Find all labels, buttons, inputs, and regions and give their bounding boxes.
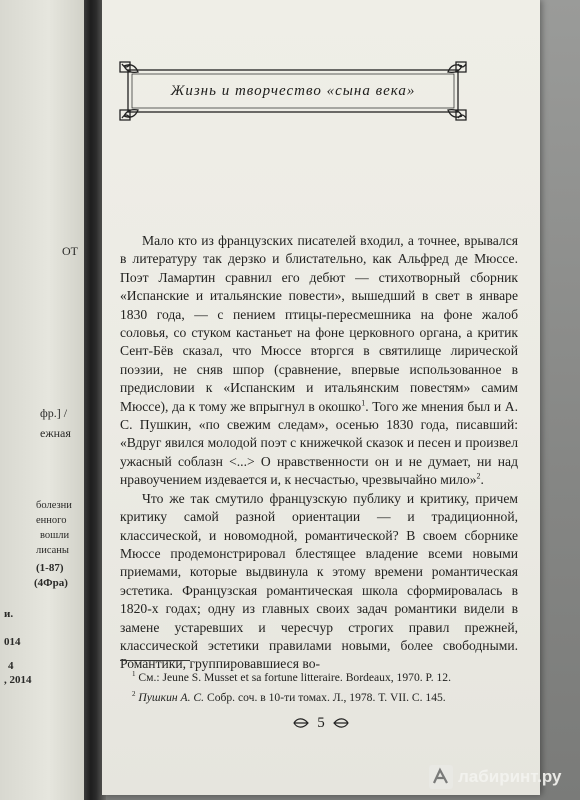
watermark: [428, 762, 578, 792]
left-page-fragment: ОТ: [62, 244, 78, 258]
left-page-fragment: болезни: [36, 500, 72, 511]
paragraph-text: Мало кто из французских писателей входил, а точнее, врывался в литературу так дерзко и блистательно, как Альфред де Мюссе. Поэт Ламартин сравнил его дебют — стихотворный сборник «Испанские и итальянские повести», вышедший в свет в январе 1830 года, — с пением птицы-пересмешника на фоне жалоб соловья, со стуком кастаньет на фоне церковного органа, а критик Сент-Бёв сказал, что Мюссе вторгся в святилище лирической поэзии, не сняв шпор (сравнение, впервые использованное в предисловии к «Испанским и итальянским повестям» самим Мюссе), да к тому же впрыгнул в окошко: [120, 233, 518, 414]
footnote-number: 1: [132, 670, 136, 678]
page-number: 5: [317, 714, 325, 731]
left-page-fragment: (4Фра): [34, 577, 68, 589]
left-page-fragment: фр.] /: [40, 406, 68, 420]
labirint-logo-icon: [428, 764, 454, 790]
footnote-separator: [120, 660, 190, 661]
chapter-title: Жизнь и творчество «сына века»: [170, 82, 416, 99]
left-page-fragment: енного: [36, 515, 67, 526]
leaf-ornament-icon: [293, 716, 309, 730]
previous-page: [0, 0, 88, 800]
left-page-fragment: и.: [4, 608, 14, 620]
footnotes: [132, 666, 522, 706]
left-page-fragment: вошли: [40, 530, 70, 541]
chapter-header: [118, 60, 468, 122]
footnote-ref: 2: [476, 471, 481, 481]
paragraph-text: .: [480, 472, 484, 488]
left-page-fragment: 014: [4, 636, 21, 648]
leaf-ornament-icon: [333, 716, 349, 730]
footnote-text: Собр. соч. в 10-ти томах. Л., 1978. Т. VII. С. 145.: [204, 690, 446, 704]
footnote-ref: 1: [361, 398, 366, 408]
footnote-item: [132, 686, 522, 706]
paragraph: [120, 490, 518, 674]
footnote-author: Пушкин А. С.: [138, 690, 205, 704]
left-page-fragment: , 2014: [4, 674, 32, 686]
paragraph: [120, 232, 518, 490]
book-page: [102, 0, 540, 795]
left-page-fragment: лисаны: [36, 545, 69, 556]
main-text: [120, 232, 518, 674]
paragraph-text: . Того же мнения был и А. С. Пушкин, «по свежим следам», осенью 1830 года, писавший: «Вдруг явился молодой поэт с книжечкой сказок и песен и произвел ужасный соблазн <...> О нравственности он и не думает, ни над нравоучением издевается и, к несчастью, чрезвычайно мило»: [120, 398, 518, 488]
footnote-number: 2: [132, 689, 136, 698]
page-number-row: [102, 712, 540, 734]
left-page-fragment: 4: [8, 660, 14, 672]
footnote-text: См.: Jeune S. Musset et sa fortune litteraire. Bordeaux, 1970. P. 12.: [138, 670, 451, 684]
paragraph-text: Что же так смутило французскую публику и критику, причем критику самой разной ориентации — и традиционной, классической, и новомодной, романтической? В своем сборнике Мюссе продемонстрировал блестящее владение всеми новыми приемами, которые выдвинула к этому времени романтическая эстетика. Французская романтическая школа сформировалась в 1820-х годах; одну из главных своих задач романтики видели в замене устаревших и чересчур строгих правил прежней, классической эстетики правилами новыми, более свободными. Романтики, группировавшиеся во-: [120, 490, 518, 672]
watermark-text: лабиринт.ру: [458, 767, 562, 786]
footnote-item: [132, 666, 522, 686]
left-page-fragment: ежная: [40, 426, 71, 440]
left-page-fragment: (1-87): [36, 562, 64, 574]
